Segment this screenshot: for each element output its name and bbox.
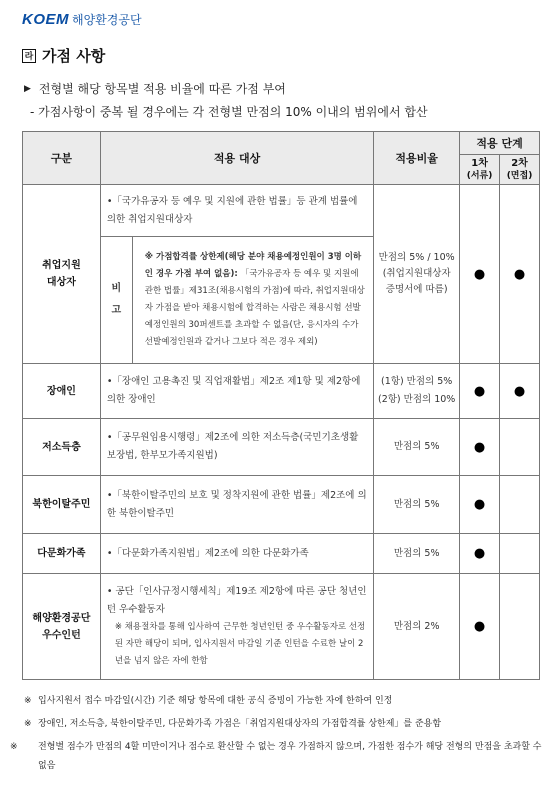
row-target: •「국가유공자 등 예우 및 지원에 관한 법률」등 관계 법률에 의한 취업지원대상자 (100, 185, 373, 237)
stage2-empty (500, 419, 540, 476)
note-label: 비 고 (100, 237, 132, 364)
header-stage: 적용 단계 (460, 132, 540, 155)
header-rate: 적용비율 (374, 132, 460, 185)
stage1-dot-icon: ● (460, 185, 500, 364)
header-target: 적용 대상 (100, 132, 373, 185)
stage2-dot-icon: ● (500, 364, 540, 419)
footnote (10, 738, 544, 776)
row-category: 취업지원 대상자 (23, 185, 101, 364)
row-target: •「장애인 고용촉진 및 직업재활법」제2조 제1항 및 제2항에 의한 장애인 (100, 364, 373, 419)
sub-line: - 가점사항이 중복 될 경우에는 각 전형별 만점의 10% 이내의 범위에서 합산 (30, 105, 428, 119)
row-category: 저소득층 (23, 419, 101, 476)
row-rate: 만점의 5% (374, 534, 460, 574)
header-stage2-sub: (면접) (506, 170, 533, 181)
stage1-dot-icon: ● (460, 419, 500, 476)
stage2-empty (500, 574, 540, 680)
footnote-text: 전형별 점수가 만점의 4할 미만이거나 점수로 환산할 수 없는 경우 가점하지 않으며, 가점한 점수가 해당 전형의 만점을 초과할 수 없음 (38, 742, 542, 771)
header-stage1-label: 1차 (471, 157, 488, 169)
note-bold: ※ 가점합격률 상한제(해당 분야 채용예정인원이 3명 이하인 경우 가점 부여 없음): (144, 252, 362, 279)
header-stage1-sub: (서류) (466, 170, 493, 181)
footnote-mark: ※ (24, 719, 32, 729)
row-rate: 만점의 5% (374, 419, 460, 476)
row-rate: 만점의 5% (374, 476, 460, 534)
row-rate: 만점의 2% (374, 574, 460, 680)
logo-org-name: 해양환경공단 (72, 12, 142, 27)
row-target: • 공단「인사규정시행세칙」제19조 제2항에 따른 공단 청년인턴 우수활동자 (106, 586, 367, 615)
row-category: 해양환경공단 우수인턴 (23, 574, 101, 680)
row-category: 다문화가족 (23, 534, 101, 574)
note-content (132, 237, 373, 364)
table-row (23, 534, 540, 574)
stage2-empty (500, 476, 540, 534)
row-rate: (1항) 만점의 5% (2항) 만점의 10% (374, 364, 460, 419)
section-title-text: 가점 사항 (42, 47, 106, 65)
footnote-mark: ※ (24, 696, 32, 706)
header-stage2 (500, 155, 540, 185)
bonus-table (22, 131, 540, 680)
row-target-cell (100, 574, 373, 680)
footnote-mark: ※ (10, 742, 18, 752)
row-target: •「다문화가족지원법」제2조에 의한 다문화가족 (100, 534, 373, 574)
stage1-dot-icon: ● (460, 534, 500, 574)
footnote-text: 장애인, 저소득층, 북한이탈주민, 다문화가족 가점은「취업지원대상자의 가점합격률 상한제」를 준용함 (38, 719, 442, 729)
row-target: •「북한이탈주민의 보호 및 정착지원에 관한 법률」제2조에 의한 북한이탈주민 (100, 476, 373, 534)
bullet-line (24, 80, 286, 97)
logo-mark: KOEM (22, 10, 69, 28)
row-rate: 만점의 5% / 10% (취업지원대상자 증명서에 따름) (374, 185, 460, 364)
table-row (23, 364, 540, 419)
stage1-dot-icon: ● (460, 364, 500, 419)
stage2-empty (500, 534, 540, 574)
note-text: 「국가유공자 등 예우 및 지원에 관한 법률」제31조(채용시험의 가점)에 따라, 취업지원대상자 가점을 받아 채용시험에 합격하는 사람은 채용시험 선발예정인원의 30퍼센트를 초과할 수 없음(단, 응시자의 수가 선발예정인원과 같거나 그보다 적은 경우 제외) (144, 269, 365, 347)
header-category: 구분 (23, 132, 101, 185)
logo (22, 8, 142, 30)
footnote-text: 입사지원서 접수 마감일(시간) 기준 해당 항목에 대한 공식 증빙이 가능한 자에 한하여 인정 (38, 696, 393, 706)
row-target-note: ※ 채용절차를 통해 입사하여 근무한 청년인턴 중 우수활동자로 선정된 자만 해당이 되며, 입사지원서 마감일 기준 인턴을 수료한 날이 2년을 넘지 않은 자에 한함 (114, 622, 366, 666)
table-row (23, 185, 540, 237)
bullet-text: 전형별 해당 항목별 적용 비율에 따른 가점 부여 (38, 82, 286, 96)
section-title (22, 45, 105, 66)
stage1-dot-icon: ● (460, 574, 500, 680)
row-target: •「공무원임용시행령」제2조에 의한 저소득층(국민기초생활보장법, 한부모가족지원법) (100, 419, 373, 476)
footnote (24, 692, 544, 711)
stage1-dot-icon: ● (460, 476, 500, 534)
header-stage1 (460, 155, 500, 185)
table-row (23, 419, 540, 476)
section-letter-icon: 라 (22, 49, 36, 63)
table-row (23, 476, 540, 534)
triangle-bullet-icon: ▶ (24, 83, 31, 94)
table-row (23, 574, 540, 680)
header-stage2-label: 2차 (511, 157, 528, 169)
row-category: 장애인 (23, 364, 101, 419)
footnote (24, 715, 544, 734)
row-category: 북한이탈주민 (23, 476, 101, 534)
stage2-dot-icon: ● (500, 185, 540, 364)
